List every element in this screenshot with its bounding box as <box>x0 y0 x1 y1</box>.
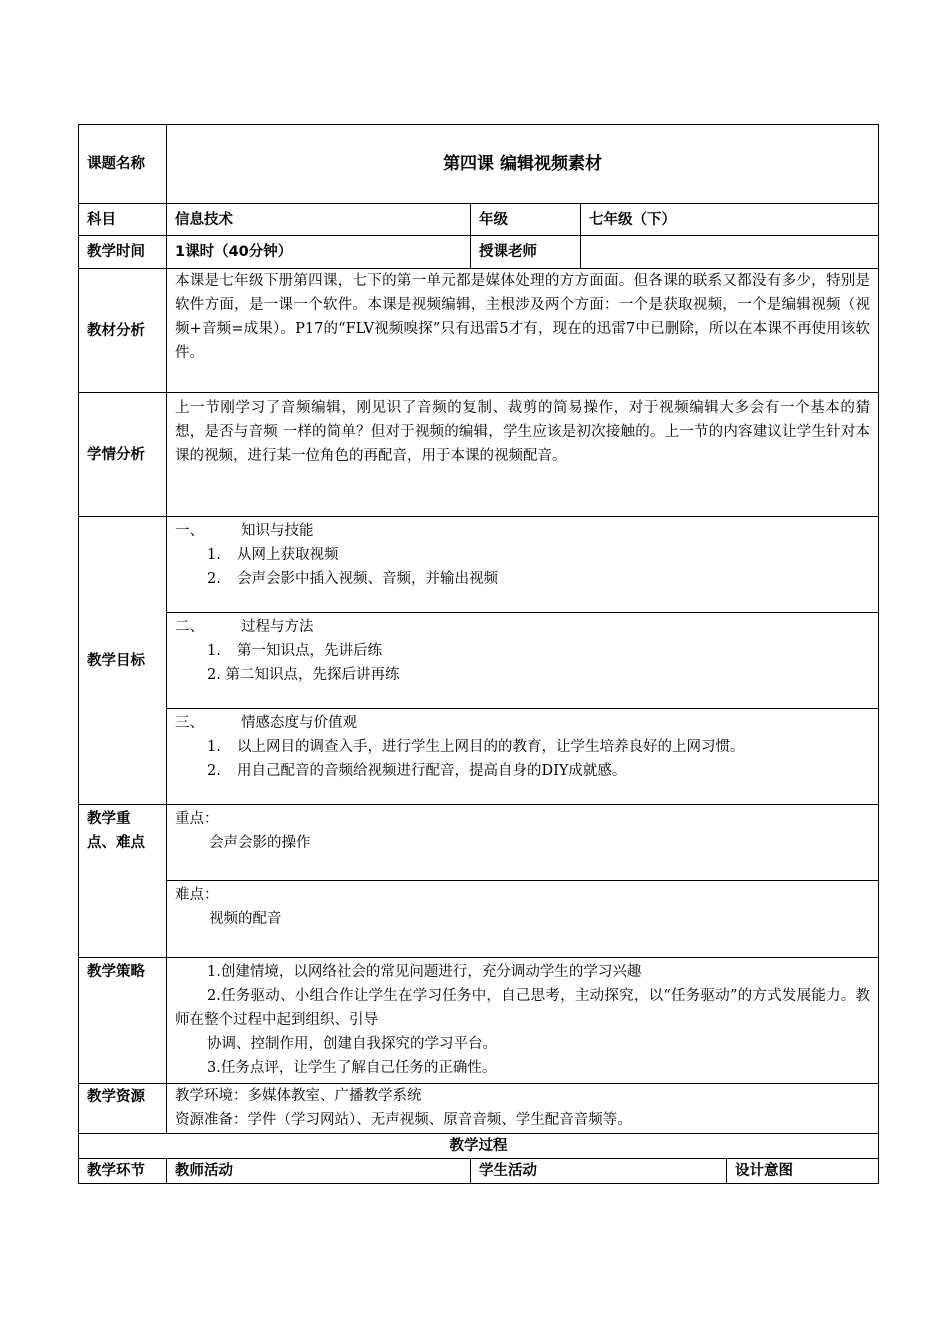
goals-label: 教学目标 <box>79 517 167 805</box>
difficulty-label: 难点： <box>175 887 219 903</box>
goal-section-2 <box>167 612 878 708</box>
goal-3-item-2-num: 2. <box>207 763 221 779</box>
lesson-plan-table <box>78 124 879 1184</box>
grade-value: 七年级（下） <box>581 204 879 236</box>
goal-section-3-title: 情感态度与价值观 <box>241 715 357 731</box>
goal-section-1 <box>167 517 878 612</box>
resources-env: 教学环境：多媒体教室、广播教学系统 <box>175 1088 422 1104</box>
goal-2-item-1: 第一知识点，先讲后练 <box>237 643 382 659</box>
process-col-intent: 设计意图 <box>727 1159 879 1184</box>
goal-section-2-num: 二、 <box>175 619 204 635</box>
goal-1-item-1: 从网上获取视频 <box>237 547 339 563</box>
lesson-plan-page <box>78 124 878 1184</box>
focus-block <box>167 805 878 880</box>
difficulty-text: 视频的配音 <box>209 911 282 927</box>
strategy-line-3: 协调、控制作用，创建自我探究的学习平台。 <box>207 1036 497 1052</box>
goal-1-item-2-num: 2. <box>207 571 221 587</box>
goal-3-item-1-num: 1. <box>207 739 221 755</box>
strategy-label: 教学策略 <box>79 958 167 1084</box>
goal-2-item-2-num: 2. <box>207 667 221 683</box>
difficulty-block <box>167 880 878 957</box>
goal-2-item-2: 第二知识点，先探后讲再练 <box>225 667 400 683</box>
keypoints-cell <box>167 805 879 958</box>
focus-label: 重点： <box>175 811 219 827</box>
strategy-line-1: 1.创建情境，以网络社会的常见问题进行，充分调动学生的学习兴趣 <box>207 964 642 980</box>
goal-1-item-1-num: 1. <box>207 547 221 563</box>
strategy-cell <box>167 958 879 1084</box>
goal-section-3-num: 三、 <box>175 715 204 731</box>
process-title: 教学过程 <box>79 1134 879 1159</box>
goal-section-3 <box>167 708 878 804</box>
goal-section-2-title: 过程与方法 <box>241 619 314 635</box>
goal-section-1-num: 一、 <box>175 523 204 539</box>
keypoints-label: 教学重点、难点 <box>79 805 167 958</box>
process-col-stage: 教学环节 <box>79 1159 167 1184</box>
teacher-value <box>581 236 879 269</box>
goals-cell <box>167 517 879 805</box>
material-text: 本课是七年级下册第四课，七下的第一单元都是媒体处理的方方面面。但各课的联系又都没有多少，特别是软件方面，是一课一个软件。本课是视频编辑，主根涉及两个方面：一个是获取视频，一个是编辑视频（视频+音频=成果）。P17的“FLV视频嗅探”只有迅雷5才有，现在的迅雷7中已删除，所以在本课不再使用该软件。 <box>167 269 879 393</box>
goal-3-item-2: 用自己配音的音频给视频进行配音，提高自身的DIY成就感。 <box>237 763 627 779</box>
students-text: 上一节刚学习了音频编辑，刚见识了音频的复制、裁剪的简易操作，对于视频编辑大多会有一个基本的猜想，是否与音频 一样的简单？但对于视频的编辑，学生应该是初次接触的。上一节的内容建议让学生针对本课的视频，进行某一位角色的再配音，用于本课的视频配音。 <box>167 393 879 517</box>
process-col-student: 学生活动 <box>471 1159 727 1184</box>
resources-prep: 资源准备：学件（学习网站）、无声视频、原音音频、学生配音音频等。 <box>175 1112 632 1128</box>
subject-label: 科目 <box>79 204 167 236</box>
title-label: 课题名称 <box>79 125 167 204</box>
focus-text: 会声会影的操作 <box>209 835 311 851</box>
students-label: 学情分析 <box>79 393 167 517</box>
process-col-teacher: 教师活动 <box>167 1159 471 1184</box>
goal-section-1-title: 知识与技能 <box>241 523 314 539</box>
subject-value: 信息技术 <box>167 204 471 236</box>
strategy-line-4: 3.任务点评，让学生了解自己任务的正确性。 <box>207 1060 497 1076</box>
goal-2-item-1-num: 1. <box>207 643 221 659</box>
resources-cell <box>167 1084 879 1134</box>
goal-3-item-1: 以上网目的调查入手，进行学生上网目的的教育，让学生培养良好的上网习惯。 <box>237 739 745 755</box>
lesson-title: 第四课 编辑视频素材 <box>167 125 879 204</box>
time-label: 教学时间 <box>79 236 167 269</box>
teacher-label: 授课老师 <box>471 236 581 269</box>
material-label: 教材分析 <box>79 269 167 393</box>
goal-1-item-2: 会声会影中插入视频、音频，并输出视频 <box>237 571 498 587</box>
resources-label: 教学资源 <box>79 1084 167 1134</box>
strategy-line-2: 2.任务驱动、小组合作让学生在学习任务中，自己思考，主动探究，以“任务驱动”的方式发展能力。教师在整个过程中起到组织、引导 <box>175 988 871 1028</box>
grade-label: 年级 <box>471 204 581 236</box>
time-value: 1课时（40分钟） <box>167 236 471 269</box>
